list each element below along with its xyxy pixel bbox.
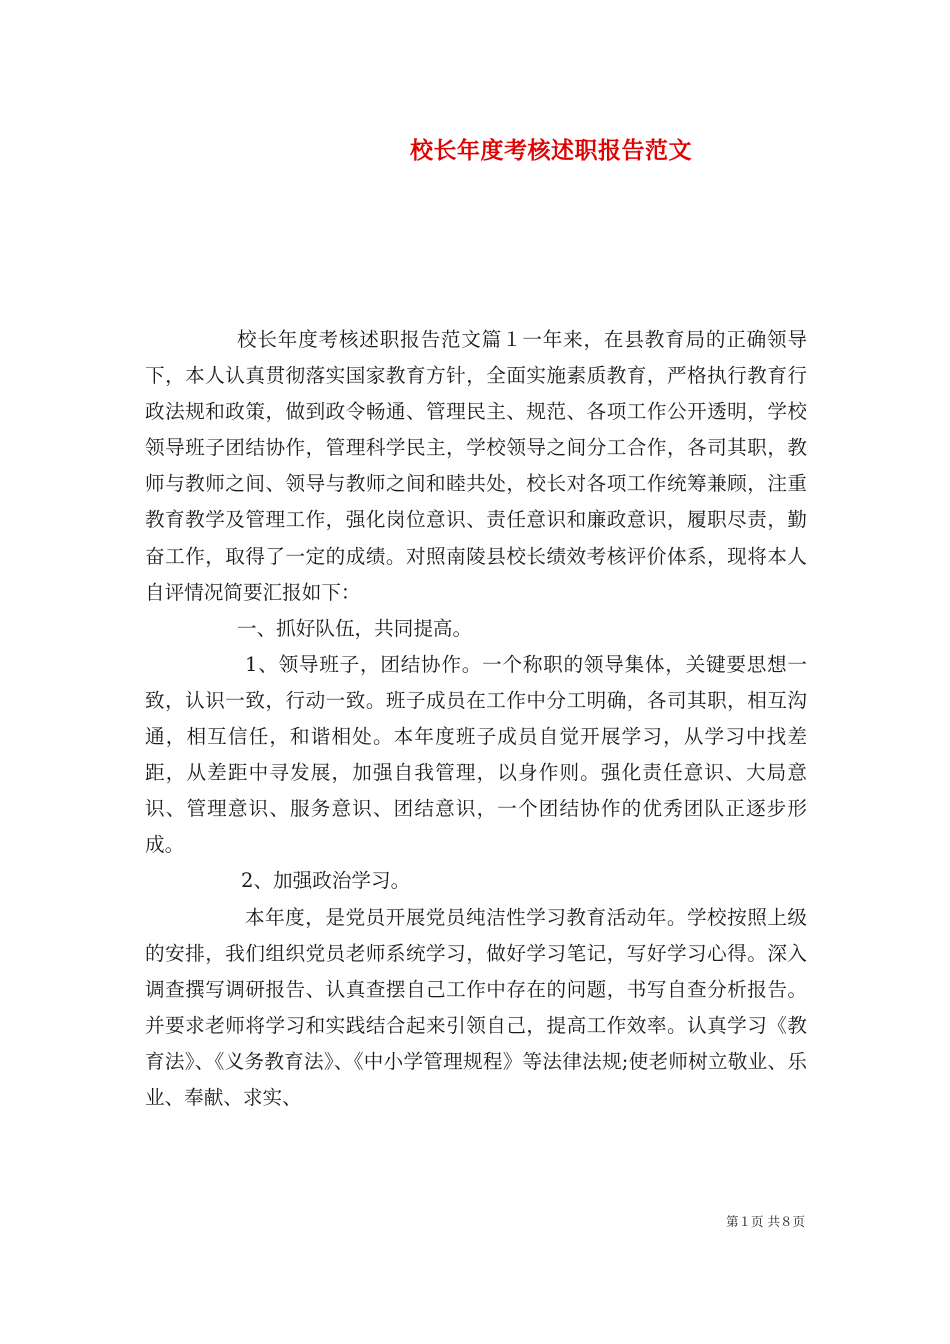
- paragraph-intro: 校长年度考核述职报告范文篇１一年来，在县教育局的正确领导下，本人认真贯彻落实国家教育方针，全面实施素质教育，严格执行教育行政法规和政策，做到政令畅通、管理民主、规范、各项工作公开透明，学校领导班子团结协作，管理科学民主，学校领导之间分工合作，各司其职，教师与教师之间、领导与教师之间和睦共处，校长对各项工作统筹兼顾，注重教育教学及管理工作，强化岗位意识、责任意识和廉政意识，履职尽责，勤奋工作，取得了一定的成绩。对照南陵县校长绩效考核评价体系，现将本人自评情况简要汇报如下：: [145, 328, 807, 604]
- document-title: 校长年度考核述职报告范文: [410, 137, 692, 164]
- page-number-footer: 第１页 共８页: [726, 1214, 805, 1229]
- document-body: [145, 322, 807, 1116]
- paragraph-leadership: 1、领导班子，团结协作。一个称职的领导集体，关键要思想一致，认识一致，行动一致。班子成员在工作中分工明确，各司其职，相互沟通，相互信任，和谐相处。本年度班子成员自觉开展学习，从学习中找差距，从差距中寻发展，加强自我管理，以身作则。强化责任意识、大局意识、管理意识、服务意识、团结意识，一个团结协作的优秀团队正逐步形成。: [145, 652, 807, 857]
- paragraph-annual-study: 本年度，是党员开展党员纯洁性学习教育活动年。学校按照上级的安排，我们组织党员老师系统学习，做好学习笔记，写好学习心得。深入调查撰写调研报告、认真查摆自己工作中存在的问题，书写自查分析报告。并要求老师将学习和实践结合起来引领自己，提高工作效率。认真学习《教育法》、《义务教育法》、《中小学管理规程》等法律法规;使老师树立敬业、乐业、奉献、求实、: [145, 905, 807, 1109]
- subheading-political-study: 2、加强政治学习。: [241, 869, 411, 893]
- section-heading-1: 一、抓好队伍，共同提高。: [237, 616, 473, 640]
